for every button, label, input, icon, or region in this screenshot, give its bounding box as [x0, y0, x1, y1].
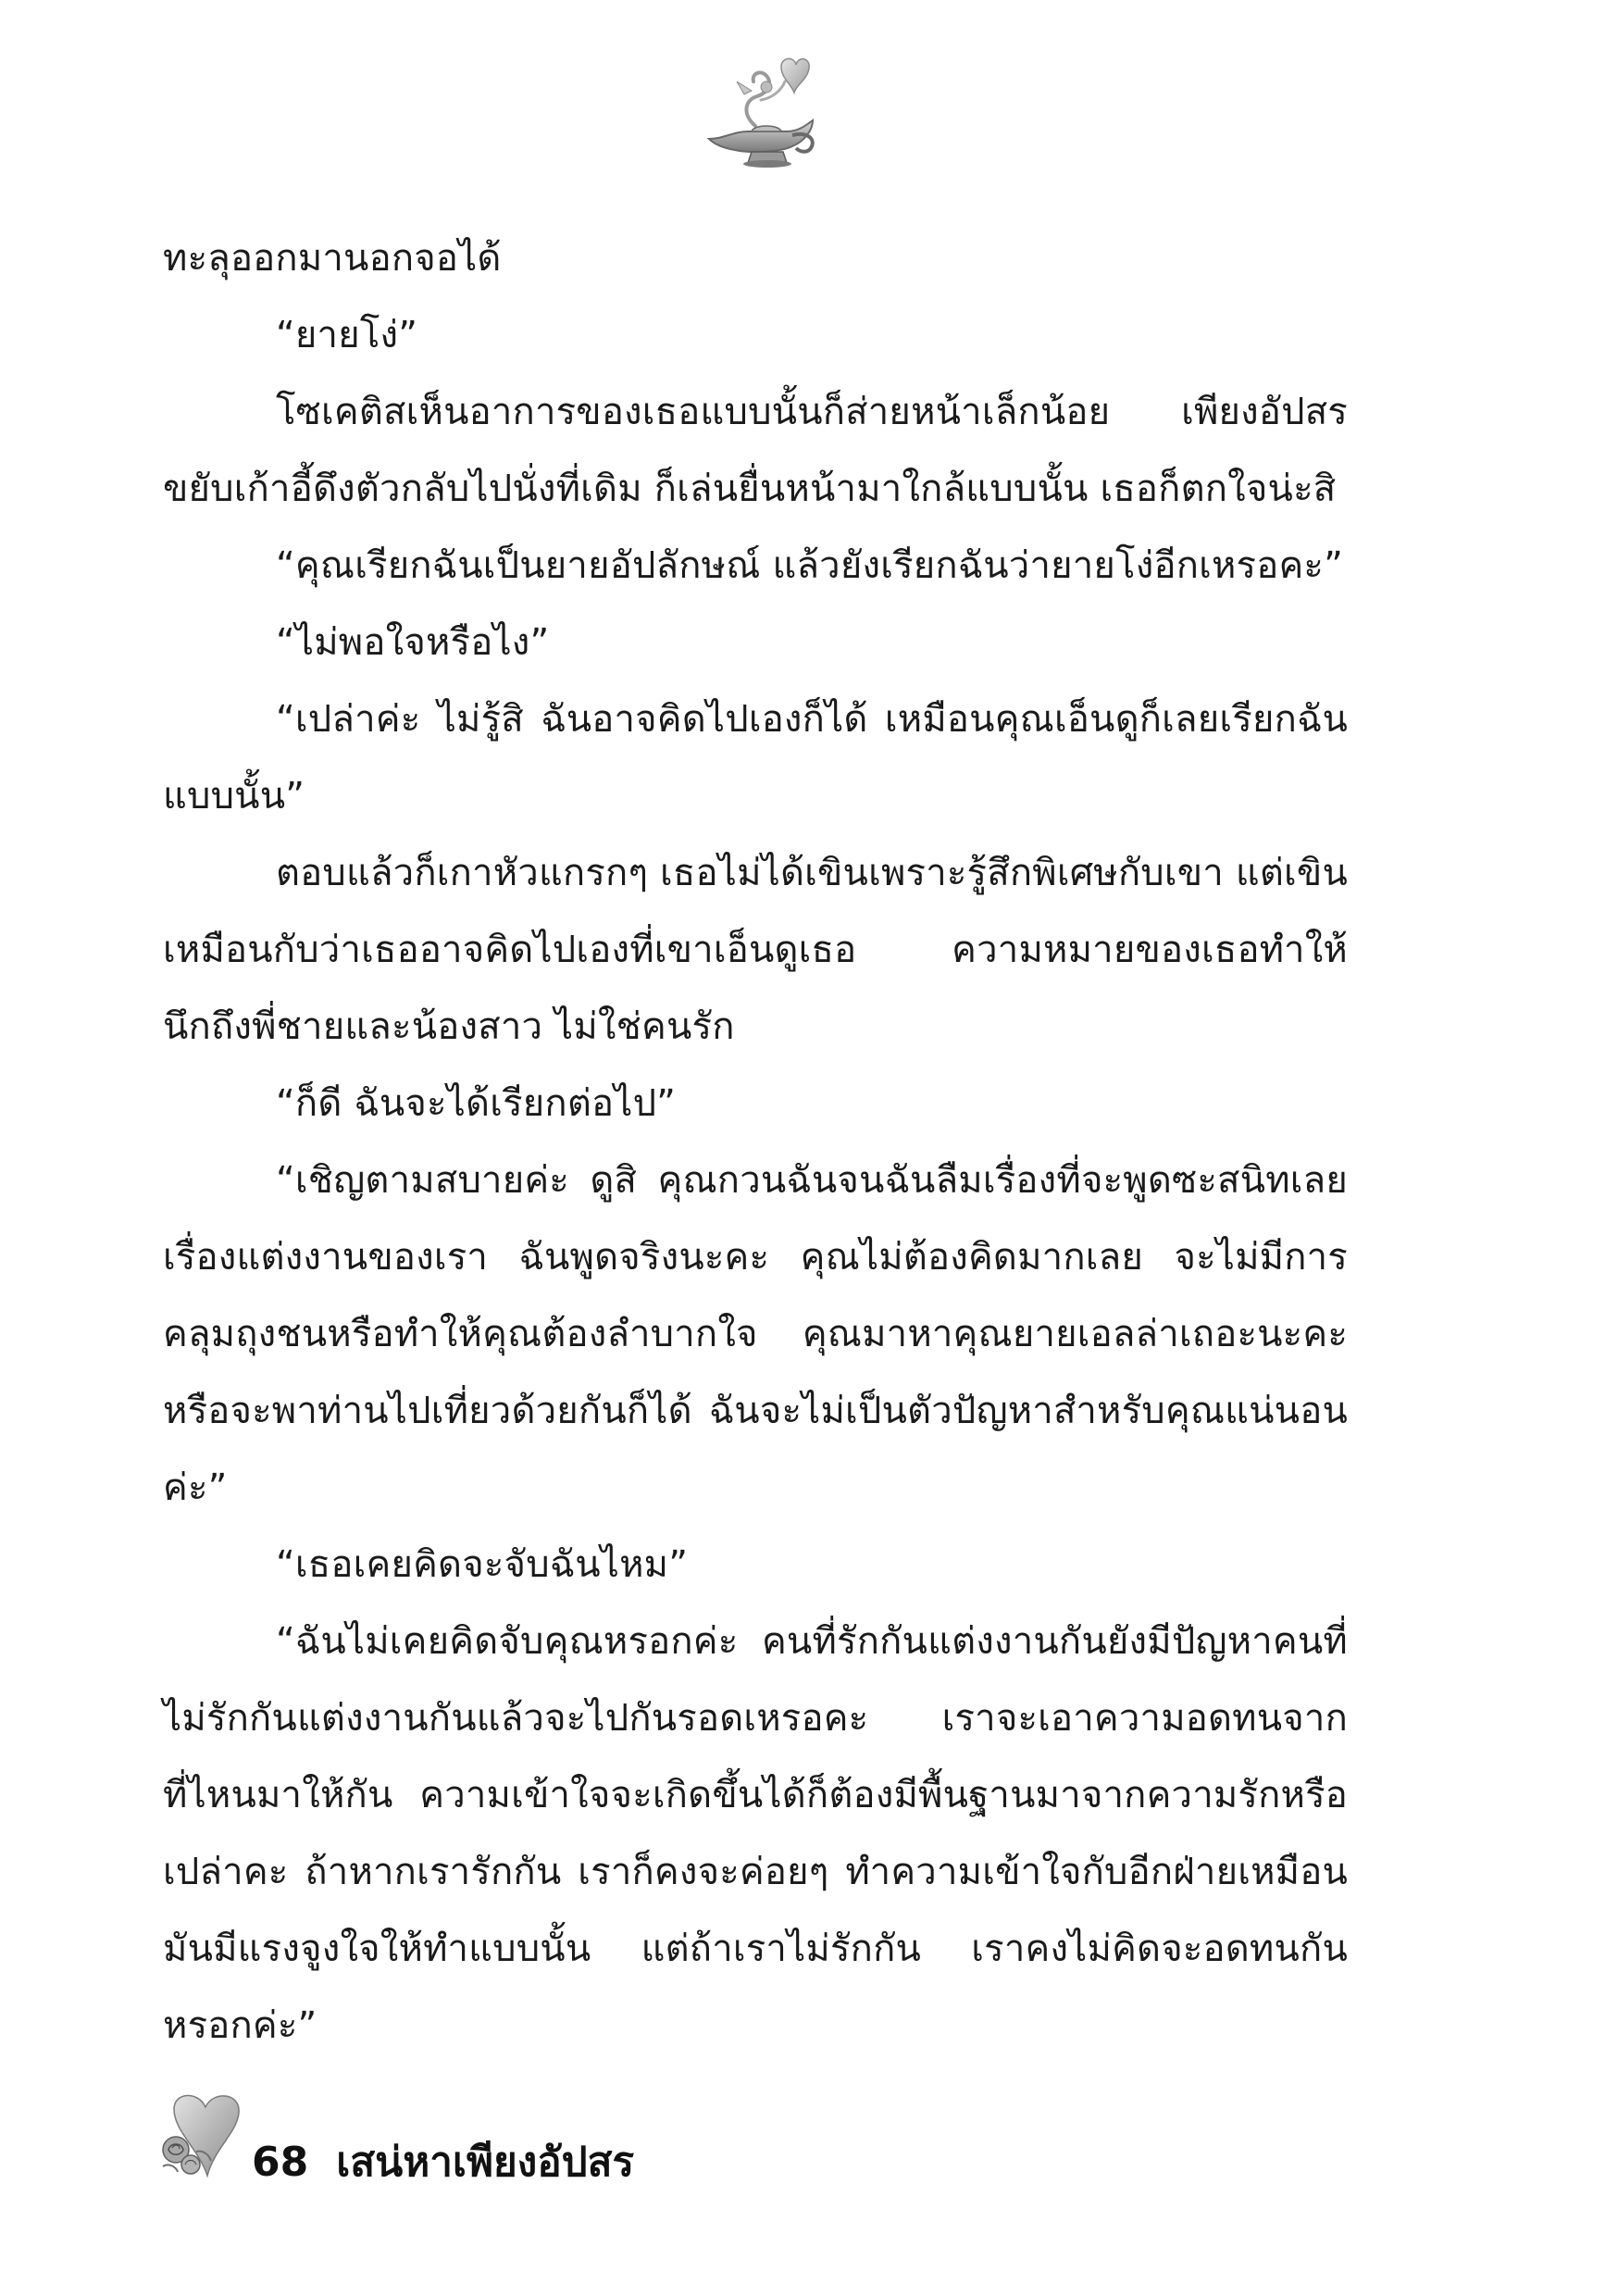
chapter-body-text — [163, 220, 1348, 2065]
paragraph: “เธอเคยคิดจะจับฉันไหม” — [276, 1543, 689, 1586]
paragraph: ตอบแล้วก็เกาหัวแกรกๆ เธอไม่ได้เขินเพราะรู้สึกพิเศษกับเขา แต่เขินเหมือนกับว่าเธออาจคิดไปเองที่เขาเอ็นดูเธอ ความหมายของเธอทำให้นึกถึงพี่ชายและน้องสาว ไม่ใช่คนรัก — [163, 852, 1348, 1048]
paragraph: “ไม่พอใจหรือไง” — [276, 621, 550, 664]
page-footer — [156, 2090, 803, 2202]
paragraph: “เปล่าค่ะ ไม่รู้สิ ฉันอาจคิดไปเองก็ได้ เหมือนคุณเอ็นดูก็เลยเรียกฉันแบบนั้น” — [163, 698, 1348, 817]
page-number: 68 — [252, 2139, 309, 2186]
paragraph: “ยายโง่” — [276, 314, 418, 356]
paragraph: “คุณเรียกฉันเป็นยายอัปลักษณ์ แล้วยังเรียกฉันว่ายายโง่อีกเหรอคะ” — [276, 544, 1344, 587]
paragraph: “ก็ดี ฉันจะได้เรียกต่อไป” — [276, 1082, 677, 1125]
footer-label — [252, 2129, 634, 2194]
book-title: เสน่หาเพียงอัปสร — [336, 2139, 635, 2186]
lamp-with-heart-icon — [696, 54, 826, 174]
paragraph: “ฉันไม่เคยคิดจับคุณหรอกค่ะ คนที่รักกันแต่งงานกันยังมีปัญหาคนที่ไม่รักกันแต่งงานกันแล้วจะไปกันรอดเหรอคะ เราจะเอาความอดทนจากที่ไหนมาให้กัน ความเข้าใจจะเกิดขึ้นได้ก็ต้องมีพื้นฐานมาจากความรักหรือเปล่าคะ ถ้าหากเรารักกัน เราก็คงจะค่อยๆ ทำความเข้าใจกับอีกฝ่ายเหมือนมันมีแรงจูงใจให้ทำแบบนั้น แต่ถ้าเราไม่รักกัน เราคงไม่คิดจะอดทนกันหรอกค่ะ” — [163, 1620, 1348, 2047]
paragraph: “เชิญตามสบายค่ะ ดูสิ คุณกวนฉันจนฉันลืมเรื่องที่จะพูดซะสนิทเลย เรื่องแต่งงานของเรา ฉันพูดจริงนะคะ คุณไม่ต้องคิดมากเลย จะไม่มีการคลุมถุงชนหรือทำให้คุณต้องลำบากใจ คุณมาหาคุณยายเอลล่าเถอะนะคะ หรือจะพาท่านไปเที่ยวด้วยกันก็ได้ ฉันจะไม่เป็นตัวปัญหาสำหรับคุณแน่นอนค่ะ” — [163, 1159, 1348, 1509]
paragraph: ทะลุออกมานอกจอได้ — [163, 237, 502, 280]
rose-heart-icon — [156, 2090, 257, 2183]
paragraph: โซเคติสเห็นอาการของเธอแบบนั้นก็ส่ายหน้าเล็กน้อย เพียงอัปสรขยับเก้าอี้ดึงตัวกลับไปนั่งที่เดิม ก็เล่นยื่นหน้ามาใกล้แบบนั้น เธอก็ตกใจน่ะสิ — [163, 391, 1348, 510]
